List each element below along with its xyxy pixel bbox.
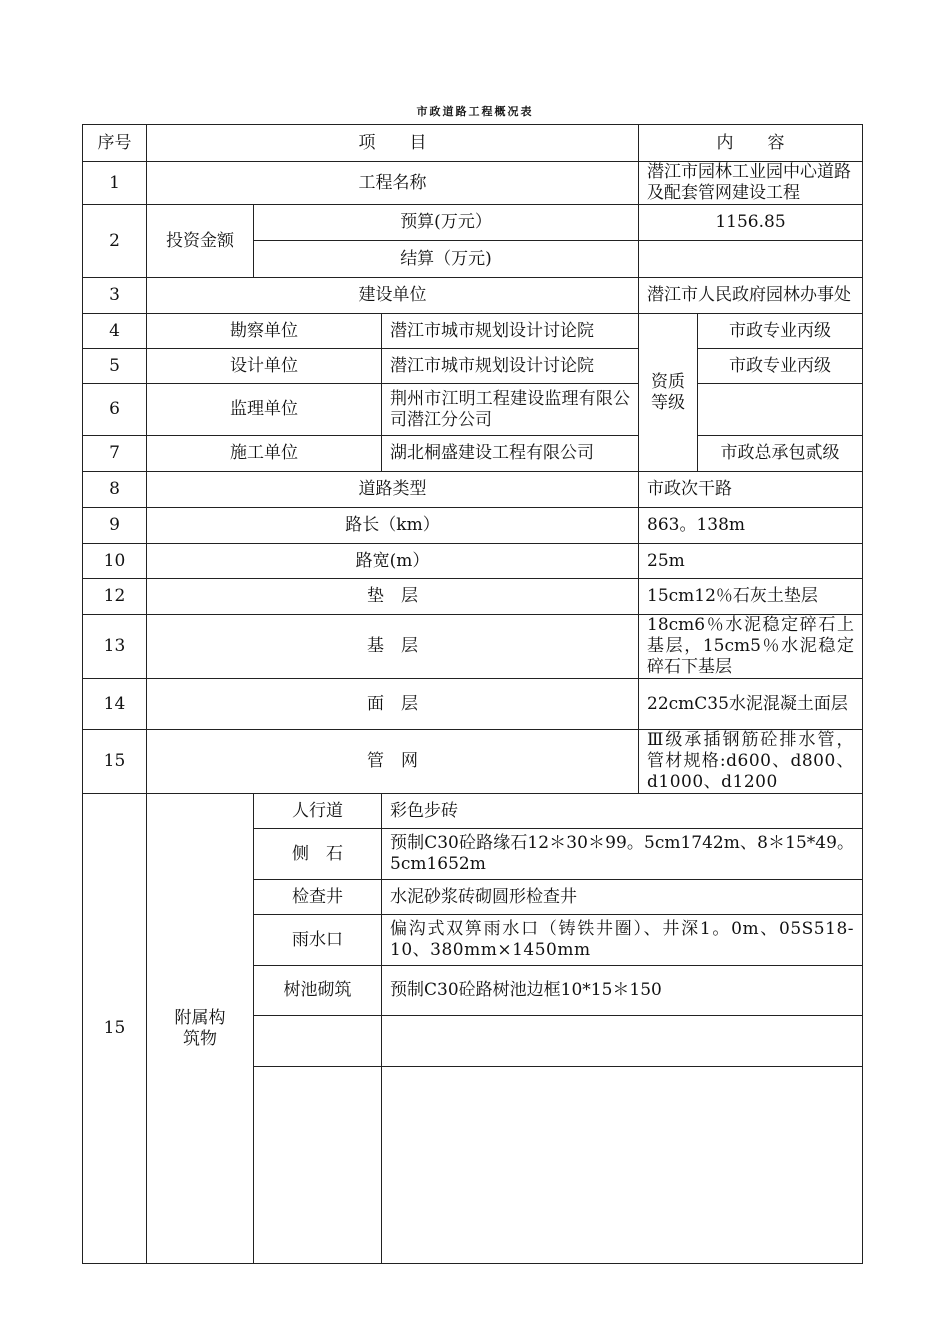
row-value: 市政次干路 <box>639 472 863 508</box>
settlement-label: 结算（万元) <box>254 241 639 278</box>
table-row <box>83 544 863 579</box>
qualification-grade <box>698 384 863 436</box>
row-label: 设计单位 <box>147 349 382 384</box>
row-label: 建设单位 <box>147 278 639 314</box>
table-row <box>83 205 863 241</box>
row-no: 3 <box>83 278 147 314</box>
qualification-label: 资质等级 <box>639 314 698 472</box>
table-row <box>83 508 863 544</box>
table-row <box>83 384 863 436</box>
row-no: 12 <box>83 579 147 615</box>
row-label: 路长（km） <box>147 508 639 544</box>
row-no: 2 <box>83 205 147 278</box>
structure-value: 预制C30砼路树池边框10*15＊150 <box>382 966 863 1016</box>
row-value: 25m <box>639 544 863 579</box>
row-no: 5 <box>83 349 147 384</box>
row-label: 施工单位 <box>147 436 382 472</box>
structure-value <box>382 1016 863 1067</box>
row-label: 垫 层 <box>147 579 639 615</box>
row-value: 潜江市人民政府园林办事处 <box>639 278 863 314</box>
structure-value: 预制C30砼路缘石12＊30＊99。5cm1742m、8＊15*49。5cm1652m <box>382 829 863 880</box>
row-value: 荆州市江明工程建设监理有限公司潜江分公司 <box>382 384 639 436</box>
structure-value: 偏沟式双箅雨水口（铸铁井圈）、井深1。0m、05S518-10、380mm×1450mm <box>382 915 863 966</box>
row-value: 潜江市园林工业园中心道路及配套管网建设工程 <box>639 162 863 205</box>
table-row <box>83 579 863 615</box>
budget-label: 预算(万元） <box>254 205 639 241</box>
row-no: 1 <box>83 162 147 205</box>
row-label: 面 层 <box>147 679 639 730</box>
row-no: 8 <box>83 472 147 508</box>
structure-value <box>382 1067 863 1264</box>
qualification-grade: 市政专业丙级 <box>698 349 863 384</box>
row-label: 路宽(m） <box>147 544 639 579</box>
structure-name: 雨水口 <box>254 915 382 966</box>
row-value: 863。138m <box>639 508 863 544</box>
row-value: 湖北桐盛建设工程有限公司 <box>382 436 639 472</box>
structure-name: 树池砌筑 <box>254 966 382 1016</box>
settlement-value <box>639 241 863 278</box>
row-value: 潜江市城市规划设计讨论院 <box>382 349 639 384</box>
structure-name <box>254 1067 382 1264</box>
row-no: 10 <box>83 544 147 579</box>
project-overview-table <box>82 124 863 1264</box>
structure-value: 彩色步砖 <box>382 794 863 829</box>
row-label: 勘察单位 <box>147 314 382 349</box>
row-no: 6 <box>83 384 147 436</box>
structure-name: 人行道 <box>254 794 382 829</box>
table-row <box>83 615 863 679</box>
table-row <box>83 278 863 314</box>
structure-value: 水泥砂浆砖砌圆形检查井 <box>382 880 863 915</box>
row-no: 14 <box>83 679 147 730</box>
row-value: 15cm12％石灰土垫层 <box>639 579 863 615</box>
row-label: 道路类型 <box>147 472 639 508</box>
header-item: 项 目 <box>147 125 639 162</box>
structure-name: 侧 石 <box>254 829 382 880</box>
row-value: 18cm6％水泥稳定碎石上基层，15cm5％水泥稳定碎石下基层 <box>639 615 863 679</box>
row-value: 潜江市城市规划设计讨论院 <box>382 314 639 349</box>
row-no: 9 <box>83 508 147 544</box>
row-label: 附属构筑物 <box>147 794 254 1264</box>
row-no: 15 <box>83 730 147 794</box>
header-content: 内 容 <box>639 125 863 162</box>
budget-value: 1156.85 <box>639 205 863 241</box>
row-label: 基 层 <box>147 615 639 679</box>
row-no: 7 <box>83 436 147 472</box>
table-header-row <box>83 125 863 162</box>
table-row <box>83 679 863 730</box>
qualification-grade: 市政总承包贰级 <box>698 436 863 472</box>
table-row <box>83 472 863 508</box>
page-title: 市政道路工程概况表 <box>416 105 534 118</box>
row-no: 13 <box>83 615 147 679</box>
table-row <box>83 436 863 472</box>
row-no: 4 <box>83 314 147 349</box>
row-label: 工程名称 <box>147 162 639 205</box>
row-label: 管 网 <box>147 730 639 794</box>
table-row <box>83 162 863 205</box>
row-label: 投资金额 <box>147 205 254 278</box>
row-value: 22cmC35水泥混凝土面层 <box>639 679 863 730</box>
structure-name: 检查井 <box>254 880 382 915</box>
row-value: Ⅲ级承插钢筋砼排水管，管材规格:d600、d800、d1000、d1200 <box>639 730 863 794</box>
table-row <box>83 349 863 384</box>
header-no: 序号 <box>83 125 147 162</box>
qualification-grade: 市政专业丙级 <box>698 314 863 349</box>
row-label: 监理单位 <box>147 384 382 436</box>
row-no: 15 <box>83 794 147 1264</box>
table-row <box>83 794 863 829</box>
table-row <box>83 314 863 349</box>
structure-name <box>254 1016 382 1067</box>
table-row <box>83 730 863 794</box>
